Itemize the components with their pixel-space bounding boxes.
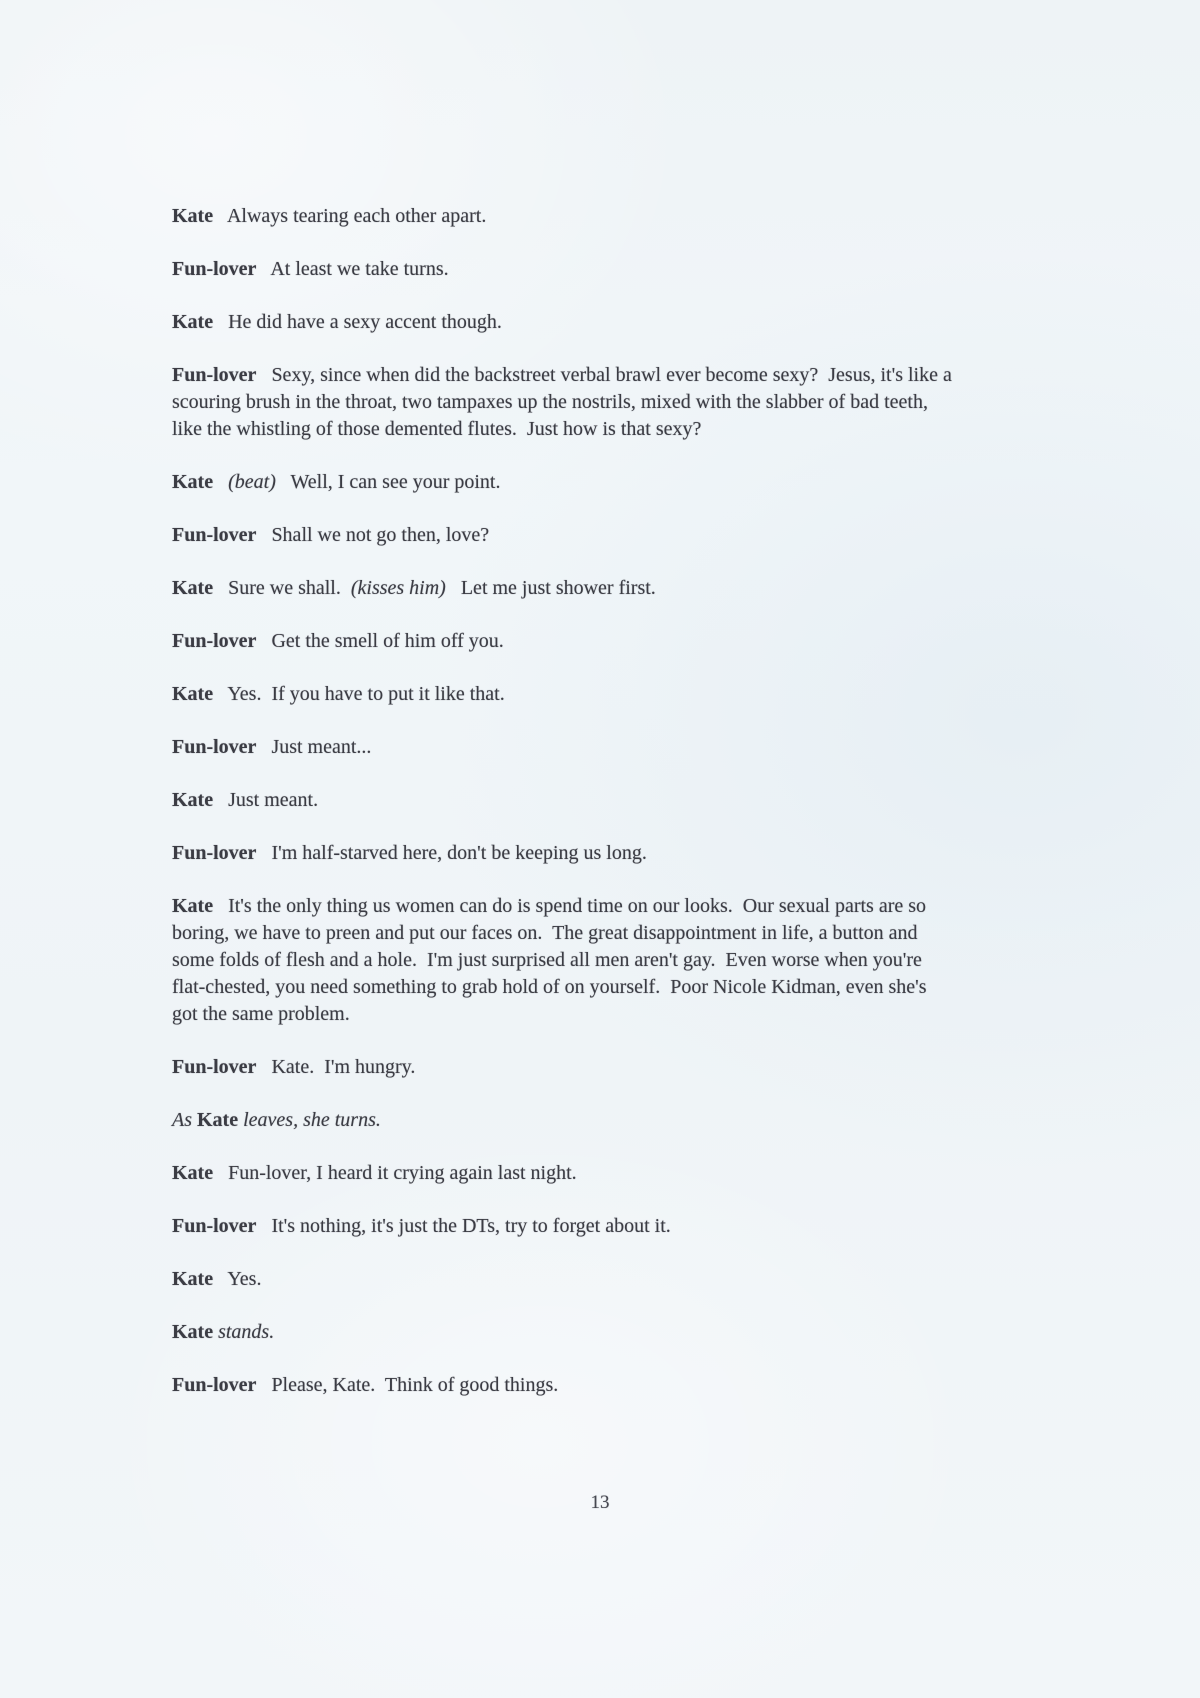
script-line <box>172 1160 954 1187</box>
dialogue-text: It's nothing, it's just the DTs, try to forget about it. <box>256 1215 671 1237</box>
stage-direction-text: (kisses him) <box>350 577 446 599</box>
script-line <box>172 840 954 867</box>
dialogue-text: Please, Kate. Think of good things. <box>256 1374 559 1396</box>
dialogue-text: Let me just shower first. <box>445 577 656 599</box>
speaker-name: Kate <box>172 577 214 599</box>
script-line <box>172 1107 954 1134</box>
speaker-name: Fun-lover <box>172 630 257 652</box>
script-line <box>172 787 954 814</box>
speaker-name: Kate <box>172 311 214 333</box>
dialogue-text: Shall we not go then, love? <box>256 524 490 546</box>
stage-direction-text: As <box>172 1109 197 1131</box>
dialogue-text: He did have a sexy accent though. <box>213 311 502 333</box>
script-line <box>172 1213 954 1240</box>
script-line <box>172 628 954 655</box>
dialogue-text: Fun-lover, I heard it crying again last night. <box>213 1162 577 1184</box>
speaker-name: Fun-lover <box>172 524 257 546</box>
stage-direction-text: leaves, she turns. <box>238 1109 381 1131</box>
speaker-name: Kate <box>172 205 214 227</box>
dialogue-text: At least we take turns. <box>256 258 449 280</box>
script-line <box>172 734 954 761</box>
script-line <box>172 309 954 336</box>
script-line <box>172 1319 954 1346</box>
speaker-name: Fun-lover <box>172 736 257 758</box>
dialogue-text: Always tearing each other apart. <box>213 205 487 227</box>
speaker-name: Kate <box>172 1162 214 1184</box>
speaker-name: Kate <box>172 1321 214 1343</box>
stage-direction-text: (beat) <box>228 471 276 493</box>
dialogue-text: Sure we shall. <box>213 577 351 599</box>
speaker-name: Kate <box>172 789 214 811</box>
script-line <box>172 575 954 602</box>
script-line <box>172 1372 954 1399</box>
script-body <box>172 203 957 1425</box>
dialogue-text: Get the smell of him off you. <box>256 630 504 652</box>
speaker-name: Fun-lover <box>172 1374 257 1396</box>
dialogue-text: Just meant. <box>213 789 319 811</box>
script-line <box>172 469 954 496</box>
script-line <box>172 203 954 230</box>
script-line <box>172 1054 954 1081</box>
speaker-name: Kate <box>197 1109 239 1131</box>
script-line <box>172 522 954 549</box>
dialogue-text: Sexy, since when did the backstreet verbal brawl ever become sexy? Jesus, it's like a scouring brush in the throat, two tampaxes up the nostrils, mixed with the slabber of bad teeth, like the whistling of those demented flutes. Just how is that sexy? <box>172 364 957 440</box>
script-line <box>172 681 954 708</box>
dialogue-text: Well, I can see your point. <box>275 471 501 493</box>
dialogue-text: Kate. I'm hungry. <box>256 1056 416 1078</box>
speaker-name: Fun-lover <box>172 1215 257 1237</box>
script-line <box>172 362 957 443</box>
dialogue-text: I'm half-starved here, don't be keeping us long. <box>256 842 647 864</box>
dialogue-text: Yes. If you have to put it like that. <box>213 683 505 705</box>
script-line <box>172 1266 954 1293</box>
dialogue-text: It's the only thing us women can do is spend time on our looks. Our sexual parts are so boring, we have to preen and put our faces on. The great disappointment in life, a button and some folds of flesh and a hole. I'm just surprised all men aren't gay. Even worse when you're flat-chested, you need something to grab hold of on yourself. Poor Nicole Kidman, even she's got the same problem. <box>172 895 932 1025</box>
speaker-name: Fun-lover <box>172 364 257 386</box>
speaker-name: Kate <box>172 1268 214 1290</box>
speaker-name: Kate <box>172 471 214 493</box>
script-line <box>172 893 954 1028</box>
speaker-name: Kate <box>172 683 214 705</box>
speaker-name: Fun-lover <box>172 1056 257 1078</box>
dialogue-text: Just meant... <box>256 736 372 758</box>
speaker-name: Fun-lover <box>172 258 257 280</box>
speaker-name: Fun-lover <box>172 842 257 864</box>
dialogue-text: Yes. <box>213 1268 262 1290</box>
dialogue-text <box>213 471 228 493</box>
speaker-name: Kate <box>172 895 214 917</box>
script-line <box>172 256 954 283</box>
stage-direction-text: stands. <box>213 1321 275 1343</box>
page-number: 13 <box>590 1492 610 1513</box>
